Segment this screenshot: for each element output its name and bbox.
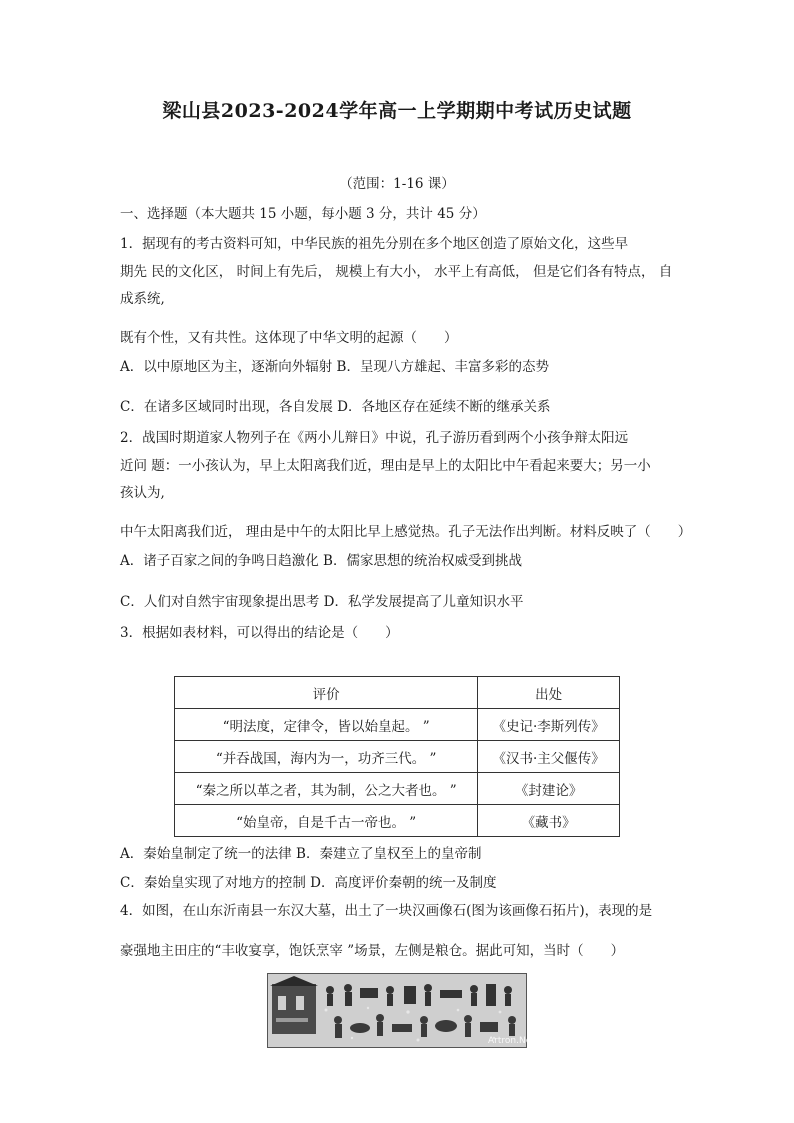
table-cell-evaluation: “明法度，定律令，皆以始皇起。 ” bbox=[175, 709, 478, 741]
q1-stem-line: 既有个性，又有共性。这体现了中华文明的起源（ ） bbox=[120, 330, 458, 346]
q2-option-line: C．人们对自然宇宙现象提出思考 D．私学发展提高了儿童知识水平 bbox=[120, 594, 524, 610]
page-title: 梁山县2023-2024学年高一上学期期中考试历史试题 bbox=[162, 100, 632, 122]
han-stone-rubbing-image bbox=[267, 973, 535, 1048]
q1-option-line: C．在诸多区域同时出现，各自发展 D．各地区存在延续不断的继承关系 bbox=[120, 399, 551, 415]
table-header-row bbox=[175, 677, 620, 709]
table-row bbox=[175, 709, 620, 741]
q3-stem: 3．根据如表材料，可以得出的结论是（ ） bbox=[120, 625, 399, 641]
table-cell-source: 《汉书·主父偃传》 bbox=[478, 741, 620, 773]
table-header-cell: 评价 bbox=[175, 677, 478, 709]
table-row bbox=[175, 805, 620, 837]
q2-stem-line: 孩认为, bbox=[120, 485, 165, 501]
q3-option-line: C．秦始皇实现了对地方的控制 D．高度评价秦朝的统一及制度 bbox=[120, 875, 497, 891]
table-header-cell: 出处 bbox=[478, 677, 620, 709]
scope-note: （范围：1-16 课） bbox=[339, 176, 455, 192]
q4-stem-line: 4．如图，在山东沂南县一东汉大墓，出土了一块汉画像石(图为该画像石拓片)，表现的是 bbox=[120, 903, 653, 919]
table-row bbox=[175, 773, 620, 805]
table-cell-source: 《史记·李斯列传》 bbox=[478, 709, 620, 741]
q4-stem-line: 豪强地主田庄的“丰收宴享，饱饫烹宰 ”场景，左侧是粮仓。据此可知，当时（ ） bbox=[120, 943, 625, 959]
section-heading: 一、选择题（本大题共 15 小题，每小题 3 分，共计 45 分） bbox=[120, 206, 486, 222]
table-cell-evaluation: “秦之所以革之者，其为制，公之大者也。 ” bbox=[175, 773, 478, 805]
table-cell-evaluation: “始皇帝，自是千古一帝也。 ” bbox=[175, 805, 478, 837]
q1-stem-line: 期先 民的文化区， 时间上有先后， 规模上有大小， 水平上有高低， 但是它们各有特点， 自 bbox=[120, 264, 673, 280]
q1-stem-line: 1．据现有的考古资料可知，中华民族的祖先分别在多个地区创造了原始文化，这些早 bbox=[120, 236, 629, 252]
table-row bbox=[175, 741, 620, 773]
image-watermark: Artron.Net bbox=[488, 1036, 535, 1046]
q2-stem-line: 2．战国时期道家人物列子在《两小儿辩日》中说，孔子游历看到两个小孩争辩太阳远 bbox=[120, 430, 629, 446]
source-table bbox=[174, 676, 620, 837]
q2-stem-line: 近问 题：一小孩认为，早上太阳离我们近，理由是早上的太阳比中午看起来要大；另一小 bbox=[120, 458, 651, 474]
q2-option-line: A．诸子百家之间的争鸣日趋激化 B．儒家思想的统治权威受到挑战 bbox=[120, 553, 522, 569]
q2-stem-line: 中午太阳离我们近， 理由是中午的太阳比早上感觉热。孔子无法作出判断。材料反映了（ ） bbox=[120, 524, 692, 540]
q1-stem-line: 成系统, bbox=[120, 291, 165, 307]
table-cell-source: 《藏书》 bbox=[478, 805, 620, 837]
table-cell-evaluation: “并吞战国，海内为一，功齐三代。 ” bbox=[175, 741, 478, 773]
q3-option-line: A．秦始皇制定了统一的法律 B．秦建立了皇权至上的皇帝制 bbox=[120, 846, 482, 862]
table-cell-source: 《封建论》 bbox=[478, 773, 620, 805]
q1-option-line: A．以中原地区为主，逐渐向外辐射 B．呈现八方雄起、丰富多彩的态势 bbox=[120, 359, 549, 375]
